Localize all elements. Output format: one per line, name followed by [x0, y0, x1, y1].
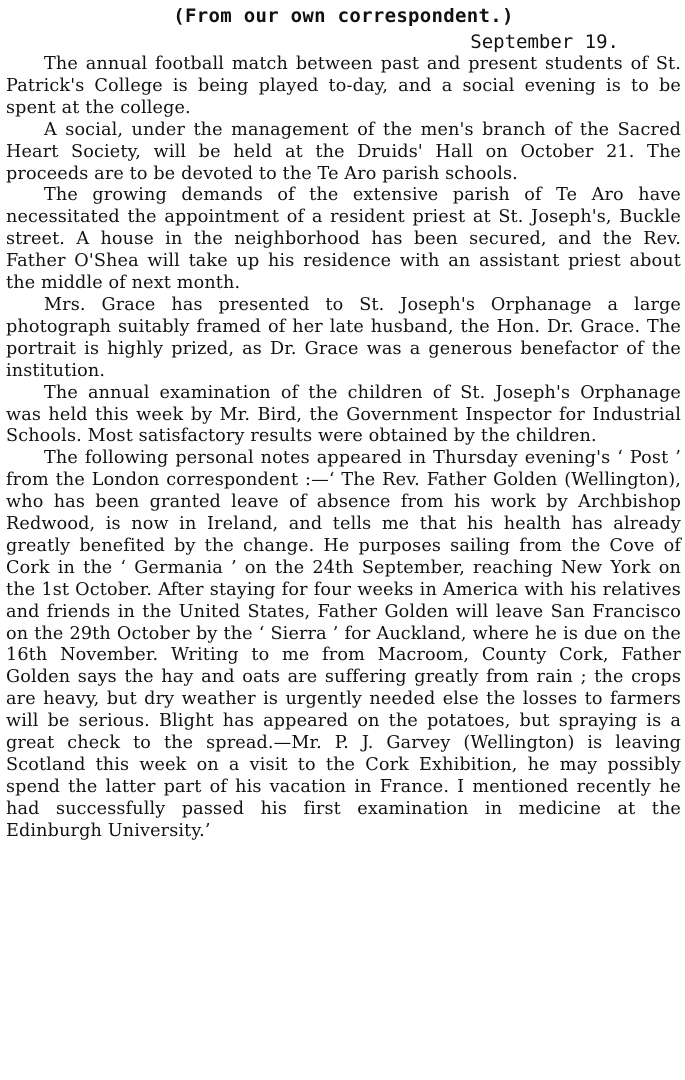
dateline: September 19. — [470, 31, 619, 53]
paragraph-social-evening: A social, under the management of the men's branch of the Sacred Heart Society, will be held at the Druids' Hall on October 21. The proceeds are to be devoted to the Te Aro parish schools. — [6, 119, 681, 184]
article-body — [6, 54, 681, 843]
paragraph-football-match: The annual football match between past and present students of St. Patrick's College is being played to-day, and a social evening is to be spent at the college. — [6, 54, 681, 118]
paragraph-orphanage-examination: The annual examination of the children of St. Joseph's Orphanage was held this week by Mr. Bird, the Government Inspector for Industrial Schools. Most satisfactory results were obtained by the children. — [6, 382, 681, 447]
paragraph-photograph-gift: Mrs. Grace has presented to St. Joseph's Orphanage a large photograph suitably framed of her late husband, the Hon. Dr. Grace. The portrait is highly prized, as Dr. Grace was a generous benefactor of the institution. — [6, 294, 681, 381]
paragraph-resident-priest: The growing demands of the extensive parish of Te Aro have necessitated the appointment of a resident priest at St. Joseph's, Buckle street. A house in the neighborhood has been secured, and the Rev. Father O'Shea will take up his residence with an assistant priest about the middle of next month. — [6, 185, 681, 294]
correspondent-heading: (From our own correspondent.) — [173, 5, 514, 27]
newspaper-column — [6, 4, 681, 843]
paragraph-personal-notes: The following personal notes appeared in Thursday evening's ‘ Post ’ from the London correspondent :—‘ The Rev. Father Golden (Wellington), who has been granted leave of absence from his work by Archbishop Redwood, is now in Ireland, and tells me that his health has already greatly benefited by the change. He purposes sailing from the Cove of Cork in the ‘ Germania ’ on the 24th September, reaching New York on the 1st October. After staying for four weeks in America with his relatives and friends in the United States, Father Golden will leave San Francisco on the 29th October by the ‘ Sierra ’ for Auckland, where he is due on the 16th November. Writing to me from Macroom, County Cork, Father Golden says the hay and oats are suffering greatly from rain ; the crops are heavy, but dry weather is urgently needed else the losses to farmers will be serious. Blight has appeared on the potatoes, but spraying is a great check to the spread.—Mr. P. J. Garvey (Wellington) is leaving Scotland this week on a visit to the Cork Exhibition, he may possibly spend the latter part of his vacation in France. I mentioned recently he had successfully passed his first examination in medicine at the Edinburgh University.’ — [6, 448, 681, 841]
